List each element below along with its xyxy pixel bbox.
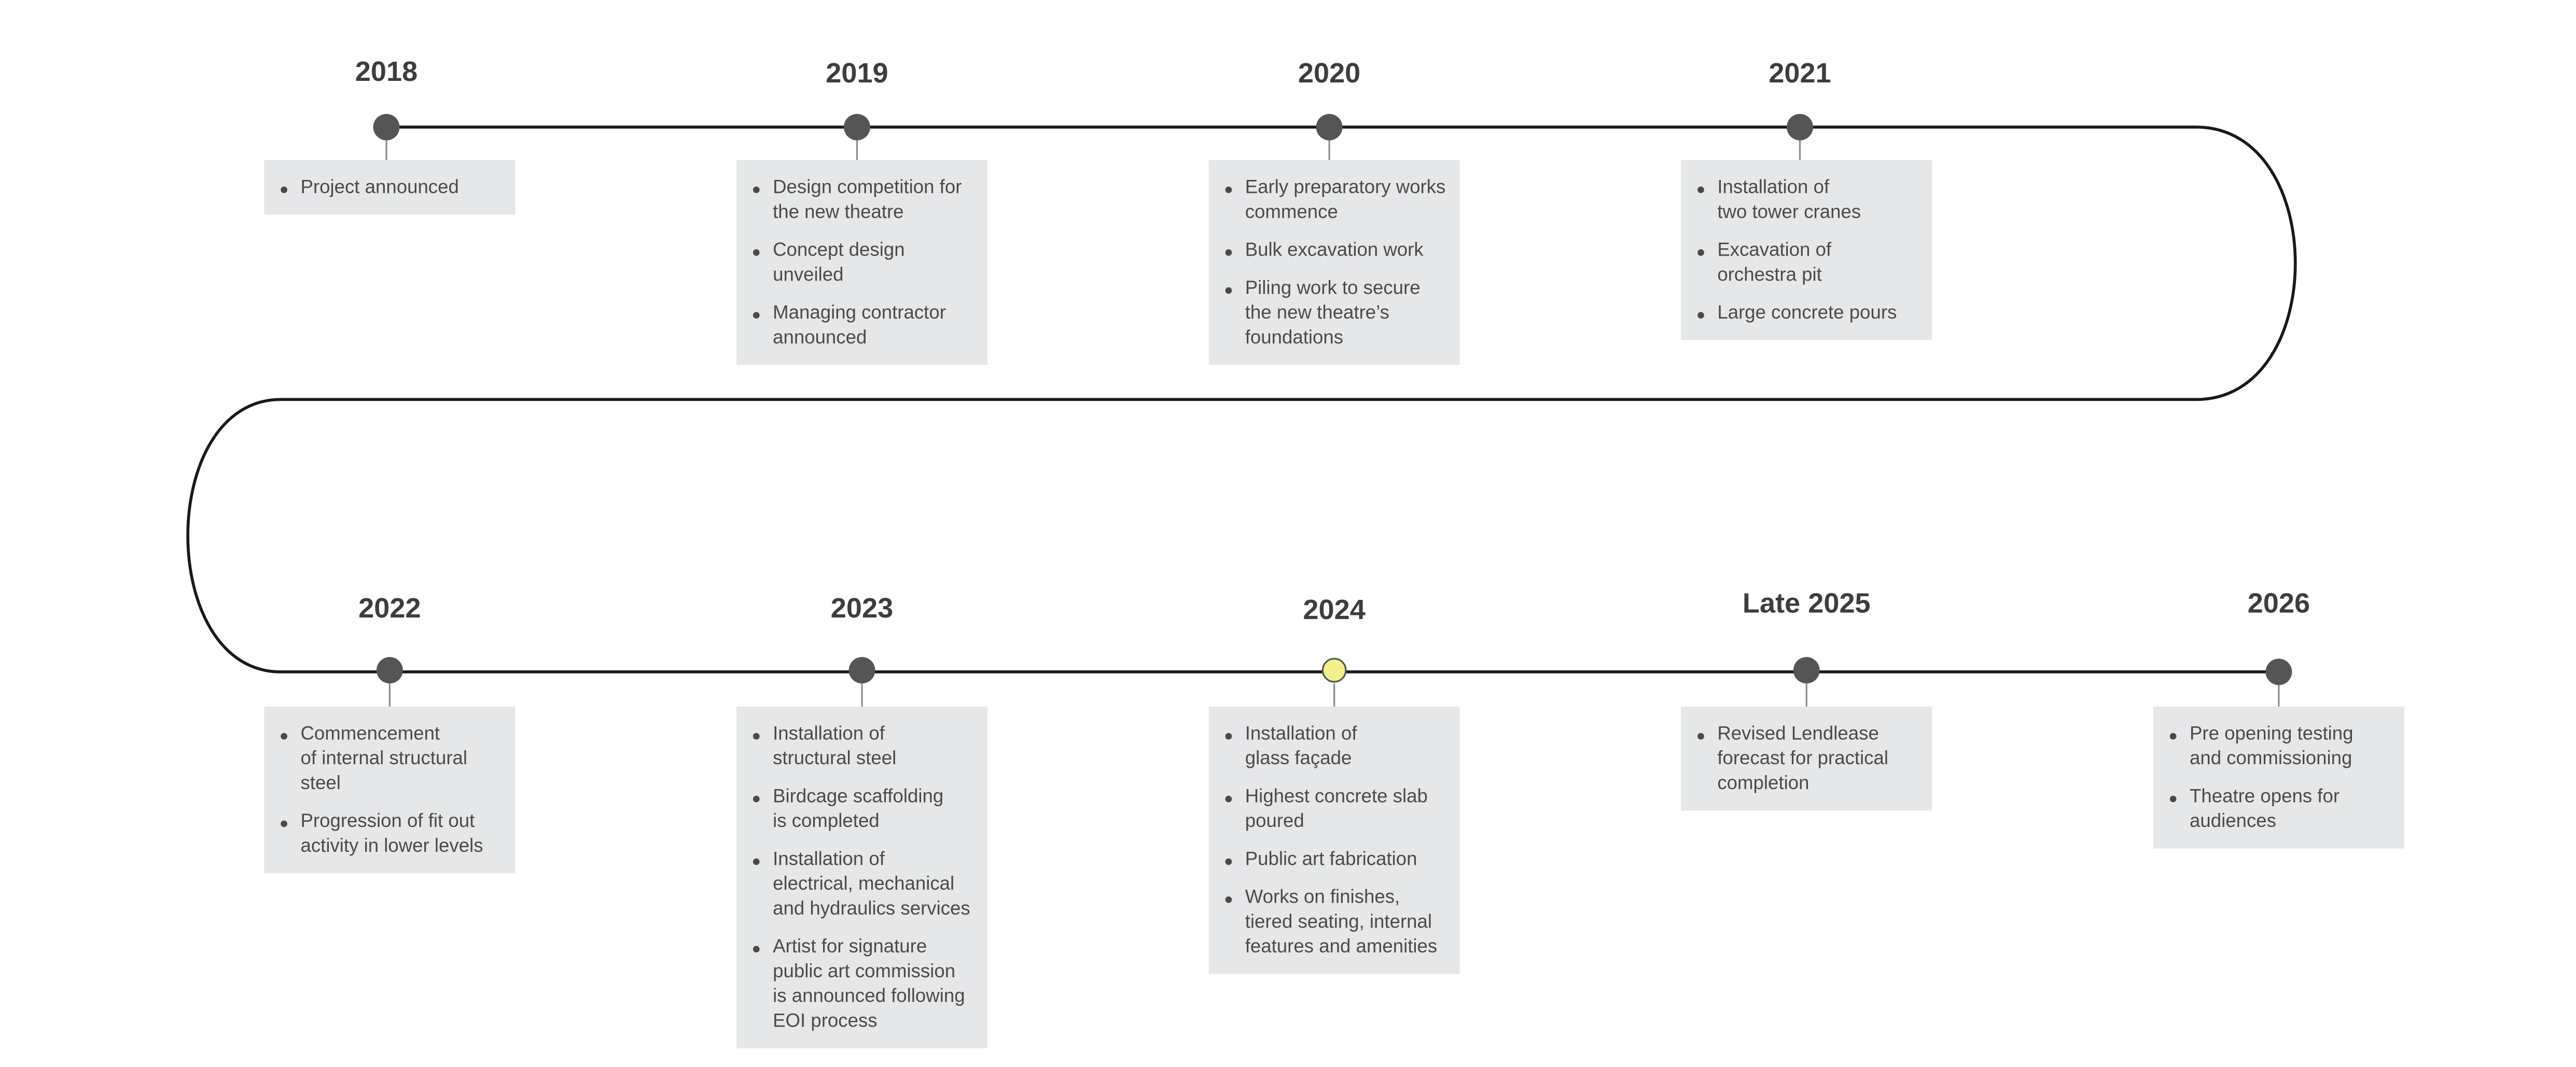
milestone-card-2023 xyxy=(736,707,987,1048)
milestone-year: 2020 xyxy=(1298,58,1361,89)
milestone-item: Public art fabrication xyxy=(1222,849,1450,874)
milestone-item: Progression of fit out activity in lower levels xyxy=(277,810,505,860)
milestone-item: Early preparatory works commence xyxy=(1222,177,1450,227)
milestone-list-items xyxy=(277,177,505,202)
milestone-card-2024 xyxy=(1209,707,1460,974)
milestone-item: Design competition for the new theatre xyxy=(750,177,978,227)
milestone-list-items xyxy=(1222,723,1450,961)
milestone-item: Revised Lendlease forecast for practical completion xyxy=(1694,723,1922,797)
milestone-year: 2021 xyxy=(1769,58,1831,89)
milestone-item: Bulk excavation work xyxy=(1222,240,1450,264)
milestone-item: Commencement of internal structural steel xyxy=(277,723,505,797)
milestone-list-items xyxy=(1694,723,1922,797)
milestone-node-2018 xyxy=(373,114,400,141)
milestone-node-late-2025 xyxy=(1793,657,1820,683)
milestone-item: Artist for signature public art commission is announced following EOI process xyxy=(750,936,978,1035)
milestone-node-2024 xyxy=(1322,658,1346,682)
milestone-list-items xyxy=(750,723,978,1035)
milestone-year: 2022 xyxy=(358,593,421,624)
milestone-item: Pre opening testing and commissioning xyxy=(2166,723,2394,773)
milestone-node-2020 xyxy=(1316,114,1343,141)
milestone-item: Managing contractor announced xyxy=(750,302,978,352)
milestone-year: 2019 xyxy=(826,58,888,89)
milestone-item: Highest concrete slab poured xyxy=(1222,786,1450,836)
milestone-node-2026 xyxy=(2265,658,2292,685)
milestone-card-2018 xyxy=(264,160,515,215)
milestone-item: Installation of structural steel xyxy=(750,723,978,773)
milestone-year: 2026 xyxy=(2247,587,2310,619)
milestone-card-2019 xyxy=(736,160,987,365)
milestone-year: 2024 xyxy=(1303,594,1366,626)
milestone-item: Installation of two tower cranes xyxy=(1694,177,1922,227)
milestone-year: Late 2025 xyxy=(1742,587,1871,619)
milestone-card-2022 xyxy=(264,707,515,874)
milestone-list-items xyxy=(277,723,505,860)
milestone-list-items xyxy=(1694,177,1922,327)
milestone-card-2026 xyxy=(2153,707,2404,849)
milestone-card-late-2025 xyxy=(1681,707,1932,811)
milestone-item: Works on finishes, tiered seating, internal features and amenities xyxy=(1222,887,1450,961)
milestone-list-items xyxy=(2166,723,2394,836)
milestone-item: Installation of electrical, mechanical and hydraulics services xyxy=(750,849,978,923)
milestone-item: Project announced xyxy=(277,177,505,202)
milestone-item: Concept design unveiled xyxy=(750,240,978,289)
milestone-item: Large concrete pours xyxy=(1694,302,1922,327)
milestone-node-2019 xyxy=(844,114,870,141)
milestone-card-2021 xyxy=(1681,160,1932,340)
milestone-node-2021 xyxy=(1787,114,1813,141)
milestone-year: 2023 xyxy=(830,593,894,624)
milestone-item: Installation of glass façade xyxy=(1222,723,1450,773)
milestone-year: 2018 xyxy=(355,56,418,88)
milestone-list-items xyxy=(750,177,978,352)
milestone-item: Theatre opens for audiences xyxy=(2166,786,2394,836)
milestone-card-2020 xyxy=(1209,160,1460,365)
milestone-item: Excavation of orchestra pit xyxy=(1694,240,1922,289)
milestone-item: Birdcage scaffolding is completed xyxy=(750,786,978,836)
milestone-list-items xyxy=(1222,177,1450,352)
milestone-node-2022 xyxy=(377,657,403,683)
milestone-item: Piling work to secure the new theatre’s foundations xyxy=(1222,277,1450,352)
milestone-node-2023 xyxy=(849,657,875,683)
